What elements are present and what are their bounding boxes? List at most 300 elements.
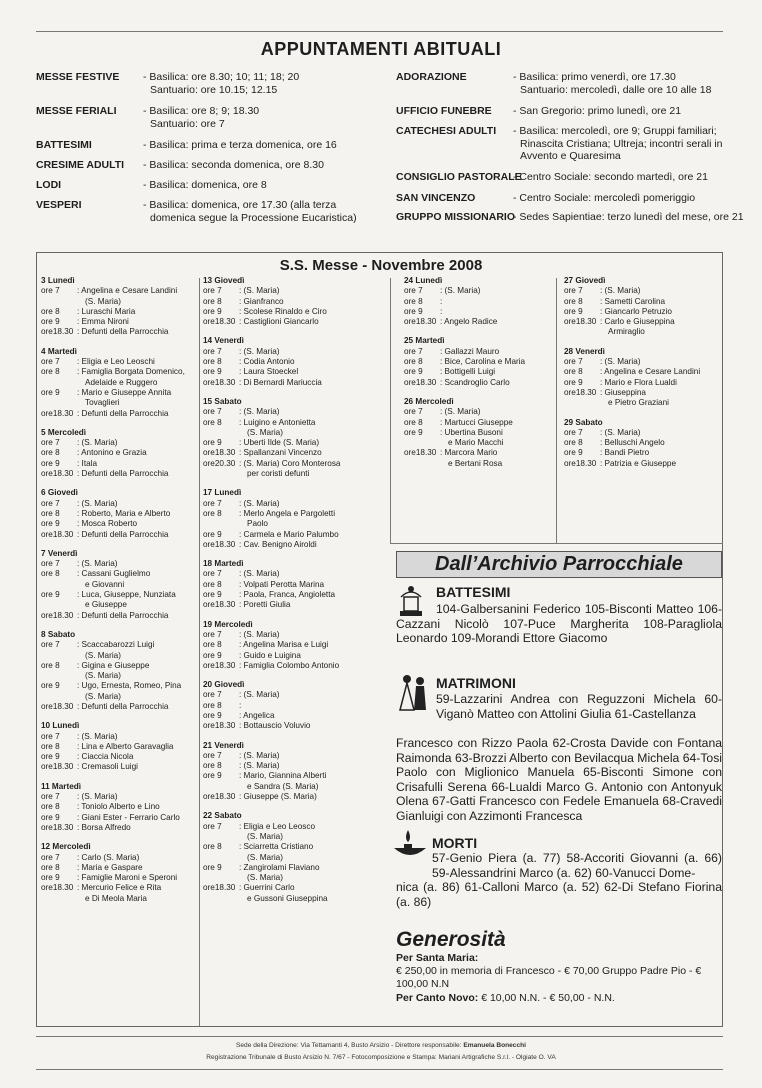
mass-time: ore 7 bbox=[41, 731, 60, 741]
appointment-value: - Basilica: primo venerdì, ore 17.30 bbox=[513, 71, 676, 83]
mass-intention: : (S. Maria) bbox=[239, 286, 280, 296]
mass-day-heading: 26 Mercoledì bbox=[404, 396, 454, 406]
mass-intention: : (S. Maria) bbox=[77, 792, 118, 802]
mass-row bbox=[41, 297, 196, 307]
mass-time: ore18.30 bbox=[404, 448, 437, 458]
mass-time: ore 7 bbox=[203, 629, 222, 639]
mass-day-heading: 17 Lunedì bbox=[203, 488, 242, 498]
mass-intention: : bbox=[239, 700, 242, 710]
footer-line2: Registrazione Tribunale di Busto Arsizio N. 7/67 - Fotocomposizione e Stampa: Mariani Artigrafiche S.r.l. - Olgiate O. VA bbox=[206, 1054, 556, 1061]
mass-time: ore 7 bbox=[404, 407, 423, 417]
mass-time: ore 8 bbox=[203, 417, 222, 427]
mass-row bbox=[203, 448, 383, 458]
mass-intention: (S. Maria) bbox=[247, 852, 283, 862]
mass-intention: : Angelina e Cesare Landini bbox=[600, 367, 701, 377]
mass-time: ore18.30 bbox=[41, 610, 74, 620]
mass-time: ore18.30 bbox=[41, 762, 74, 772]
mass-time: ore 7 bbox=[41, 792, 60, 802]
mass-intention: : Famiglia Colombo Antonio bbox=[239, 660, 340, 670]
mass-row bbox=[404, 378, 554, 388]
mass-row bbox=[203, 853, 383, 863]
mass-intention: e Giuseppe bbox=[85, 600, 127, 610]
mass-intention: : Giuseppe (S. Maria) bbox=[239, 792, 317, 802]
footer-director: Emanuela Bonecchi bbox=[463, 1042, 527, 1049]
mass-day-heading: 7 Venerdì bbox=[41, 548, 78, 558]
mass-day-heading: 4 Martedì bbox=[41, 346, 77, 356]
mass-row bbox=[41, 307, 196, 317]
mass-time: ore 9 bbox=[41, 590, 60, 600]
mass-day bbox=[203, 336, 383, 387]
mass-row bbox=[203, 651, 383, 661]
mass-row bbox=[203, 438, 383, 448]
mass-time: ore18.30 bbox=[41, 883, 74, 893]
mass-intention: (S. Maria) bbox=[247, 831, 283, 841]
mass-time: ore 9 bbox=[41, 387, 60, 397]
mass-day-heading: 5 Mercoledì bbox=[41, 427, 87, 437]
mass-row bbox=[404, 357, 554, 367]
mass-intention: e Mario Macchi bbox=[448, 438, 504, 448]
mass-row bbox=[404, 428, 554, 438]
matrimoni-text-first: 59-Lazzarini Andrea con Reguzzoni Michela 60-Viganò Matteo con Attolini Giulia 61-Castellanza bbox=[436, 692, 722, 721]
morti-heading: MORTI bbox=[432, 835, 478, 851]
masses-column-1 bbox=[41, 276, 196, 904]
mass-time: ore18.30 bbox=[41, 327, 74, 337]
appointment-value: - Centro Sociale: secondo martedì, ore 21 bbox=[513, 171, 708, 183]
mass-intention: : Merlo Angela e Pargoletti bbox=[239, 508, 336, 518]
mass-row bbox=[203, 509, 383, 519]
mass-time: ore 9 bbox=[404, 367, 423, 377]
battesimi-text: 104-Galbersanini Federico 105-Bisconti Matteo 106-Cazzani Nicolò 107-Puce Margherita 108-Paragliola Leonardo 109-Morandi Ettore Giacomo bbox=[396, 602, 722, 646]
mass-time: ore 8 bbox=[203, 761, 222, 771]
mass-row bbox=[41, 590, 196, 600]
mass-row bbox=[41, 752, 196, 762]
mass-row bbox=[203, 761, 383, 771]
mass-row bbox=[203, 378, 383, 388]
mass-intention: : Angelo Radice bbox=[440, 317, 498, 327]
mass-row bbox=[203, 640, 383, 650]
mass-row bbox=[404, 459, 554, 469]
mass-row bbox=[203, 459, 383, 469]
mass-row bbox=[203, 863, 383, 873]
mass-day-heading: 24 Lunedì bbox=[404, 276, 443, 285]
mass-time: ore 7 bbox=[41, 640, 60, 650]
mass-row bbox=[203, 690, 383, 700]
mass-time: ore 8 bbox=[404, 357, 423, 367]
mass-time: ore18.30 bbox=[41, 408, 74, 418]
mass-intention: : (S. Maria) bbox=[77, 498, 118, 508]
mass-row bbox=[41, 580, 196, 590]
mass-row bbox=[203, 317, 383, 327]
mass-intention: : Ugo, Ernesta, Romeo, Pina bbox=[77, 681, 182, 691]
matrimoni-text-rest: Francesco con Rizzo Paola 62-Crosta Davide con Fontana Raimonda 63-Brozzi Alberto con Bevilacqua Michela 64-Tosi Paolo con Miglionico Manuela 65-Bisconti Simone con Crisafulli Serena 66-Lualdi Marco G. Antonio con Antonyuk Olena 67-Gatti Francesco con Fedele Emanuela 68-Cravedi Gianluigi con Azzimonti Francesca bbox=[396, 736, 722, 823]
mass-intention: e Di Meola Maria bbox=[85, 893, 147, 903]
mass-day-heading: 3 Lunedì bbox=[41, 276, 75, 285]
mass-intention: : Angelina e Cesare Landini bbox=[77, 286, 178, 296]
mass-intention: : Ciaccia Nicola bbox=[77, 752, 134, 762]
mass-row bbox=[203, 661, 383, 671]
mass-intention: : Eligia e Leo Leosco bbox=[239, 821, 316, 831]
mass-intention: : (S. Maria) bbox=[77, 559, 118, 569]
mass-day-heading: 25 Martedì bbox=[404, 336, 445, 346]
mass-time: ore 8 bbox=[203, 296, 222, 306]
mass-intention: : Sametti Carolina bbox=[600, 296, 666, 306]
mass-day-heading: 28 Venerdì bbox=[564, 346, 605, 356]
mass-time: ore18.30 bbox=[564, 317, 597, 327]
mass-time: ore 9 bbox=[404, 306, 423, 316]
mass-day-heading: 13 Giovedì bbox=[203, 276, 245, 285]
mass-time: ore 9 bbox=[564, 377, 583, 387]
mass-intention: : Uberti Ilde (S. Maria) bbox=[239, 438, 320, 448]
mass-intention: : Bandi Pietro bbox=[600, 448, 650, 458]
mass-time: ore 9 bbox=[41, 873, 60, 883]
mass-time: ore 8 bbox=[203, 357, 222, 367]
appointment-value: - Basilica: ore 8; 9; 18.30 bbox=[143, 105, 260, 117]
mass-intention: : (S. Maria) bbox=[239, 761, 280, 771]
mass-intention: e Bertani Rosa bbox=[448, 458, 503, 468]
mass-time: ore18.30 bbox=[41, 701, 74, 711]
morti-text-rest: nica (a. 86) 61-Calloni Marco (a. 52) 62-Di Stefano Fiorina (a. 86) bbox=[396, 880, 722, 909]
mass-time: ore 8 bbox=[564, 367, 583, 377]
mass-time: ore 8 bbox=[41, 569, 60, 579]
mass-day bbox=[564, 347, 719, 409]
mass-intention: : Carmela e Mario Palumbo bbox=[239, 529, 339, 539]
mass-intention: : Di Bernardi Mariuccia bbox=[239, 377, 322, 387]
mass-row bbox=[203, 883, 383, 893]
appointment-label: VESPERI bbox=[36, 199, 82, 211]
wedding-couple-icon bbox=[396, 672, 430, 712]
mass-intention: (S. Maria) bbox=[85, 650, 121, 660]
mass-row bbox=[203, 701, 383, 711]
mass-row bbox=[564, 317, 719, 327]
mass-time: ore 7 bbox=[203, 407, 222, 417]
mass-row bbox=[41, 894, 196, 904]
mass-intention: : Scandroglio Carlo bbox=[440, 377, 510, 387]
mass-day bbox=[404, 276, 554, 327]
mass-time: ore18.30 bbox=[203, 377, 236, 387]
mass-time: ore 7 bbox=[564, 357, 583, 367]
mass-intention: e Giovanni bbox=[85, 579, 125, 589]
mass-row bbox=[41, 742, 196, 752]
masses-column-4 bbox=[564, 276, 719, 469]
mass-time: ore 9 bbox=[203, 650, 222, 660]
masses-column-3 bbox=[404, 276, 554, 469]
mass-row bbox=[564, 388, 719, 398]
mass-row bbox=[41, 388, 196, 398]
mass-row bbox=[203, 367, 383, 377]
mass-time: ore 9 bbox=[564, 448, 583, 458]
mass-intention: : Giani Ester - Ferrario Carlo bbox=[77, 812, 180, 822]
appointment-value: - Basilica: seconda domenica, ore 8.30 bbox=[143, 159, 324, 171]
mass-time: ore 8 bbox=[203, 508, 222, 518]
mass-row bbox=[41, 883, 196, 893]
appointment-value: - Basilica: prima e terza domenica, ore 16 bbox=[143, 139, 337, 151]
mass-row bbox=[203, 499, 383, 509]
mass-day bbox=[203, 620, 383, 671]
appointment-label: BATTESIMI bbox=[36, 139, 92, 151]
mass-row bbox=[41, 732, 196, 742]
mass-time: ore20.30 bbox=[203, 458, 236, 468]
mass-row bbox=[41, 398, 196, 408]
footer bbox=[0, 1040, 762, 1064]
appointment-value: Santuario: ore 10.15; 12.15 bbox=[150, 83, 278, 96]
generosity-body bbox=[396, 952, 722, 1005]
mass-intention: : Mercurio Felice e Rita bbox=[77, 883, 162, 893]
mass-day-heading: 29 Sabato bbox=[564, 417, 603, 427]
santa-maria-label: Per Santa Maria: bbox=[396, 952, 479, 964]
mass-intention: e Pietro Graziani bbox=[608, 398, 669, 408]
archive-title: Dall’Archivio Parrocchiale bbox=[396, 551, 722, 578]
mass-row bbox=[41, 762, 196, 772]
mass-row bbox=[41, 367, 196, 377]
appointment-label: UFFICIO FUNEBRE bbox=[396, 105, 492, 117]
mass-time: ore 7 bbox=[41, 438, 60, 448]
mass-row bbox=[41, 499, 196, 509]
mass-intention: : (S. Maria) bbox=[600, 357, 641, 367]
mass-row bbox=[203, 357, 383, 367]
mass-day-heading: 12 Mercoledì bbox=[41, 842, 91, 852]
mass-intention: (S. Maria) bbox=[85, 671, 121, 681]
mass-time: ore 7 bbox=[203, 498, 222, 508]
mass-row bbox=[41, 823, 196, 833]
mass-intention: e Sandra (S. Maria) bbox=[247, 781, 319, 791]
appointment-value: - Basilica: ore 8.30; 10; 11; 18; 20 bbox=[143, 71, 300, 83]
mass-intention: : (S. Maria) bbox=[77, 731, 118, 741]
mass-intention: (S. Maria) bbox=[247, 427, 283, 437]
mass-intention: : Defunti della Parrocchia bbox=[77, 408, 169, 418]
mass-row bbox=[41, 813, 196, 823]
mass-row bbox=[564, 398, 719, 408]
mass-intention: : Lina e Alberto Garavaglia bbox=[77, 741, 174, 751]
mass-day-heading: 18 Martedì bbox=[203, 559, 244, 569]
appointment-value: Santuario: mercoledì, dalle ore 10 alle 18 bbox=[520, 83, 712, 96]
mass-intention: : Paola, Franca, Angioletta bbox=[239, 590, 336, 600]
mass-intention: : Patrizia e Giuseppe bbox=[600, 458, 677, 468]
mass-row bbox=[404, 438, 554, 448]
mass-day bbox=[41, 488, 196, 539]
mass-day bbox=[203, 680, 383, 731]
mass-row bbox=[203, 873, 383, 883]
mass-time: ore 7 bbox=[564, 286, 583, 296]
mass-intention: : (S. Maria) Coro Monterosa bbox=[239, 458, 341, 468]
mass-time: ore18.30 bbox=[564, 387, 597, 397]
mass-intention: (S. Maria) bbox=[85, 691, 121, 701]
mass-intention: : Laura Stoeckel bbox=[239, 367, 299, 377]
mass-intention: : (S. Maria) bbox=[440, 286, 481, 296]
mass-row bbox=[203, 600, 383, 610]
mass-day-heading: 11 Martedì bbox=[41, 781, 82, 791]
mass-time: ore 8 bbox=[41, 660, 60, 670]
mass-day bbox=[404, 397, 554, 469]
appointment-label: MESSE FESTIVE bbox=[36, 71, 120, 83]
mass-time: ore 8 bbox=[41, 367, 60, 377]
mass-intention: : Gallazzi Mauro bbox=[440, 346, 500, 356]
mass-time: ore 9 bbox=[203, 306, 222, 316]
appointment-label: CATECHESI ADULTI bbox=[396, 125, 497, 137]
mass-intention: : Defunti della Parrocchia bbox=[77, 529, 169, 539]
mass-row bbox=[404, 297, 554, 307]
mass-intention: : Itala bbox=[77, 458, 98, 468]
mass-time: ore 9 bbox=[41, 752, 60, 762]
mass-row bbox=[203, 711, 383, 721]
mass-row bbox=[564, 297, 719, 307]
mass-time: ore 7 bbox=[203, 569, 222, 579]
mass-row bbox=[41, 286, 196, 296]
mass-intention: : (S. Maria) bbox=[239, 407, 280, 417]
appointment-value: - San Gregorio: primo lunedì, ore 21 bbox=[513, 105, 682, 117]
mass-time: ore18.30 bbox=[203, 600, 236, 610]
mass-time: ore 8 bbox=[564, 296, 583, 306]
mass-intention: : Gianfranco bbox=[239, 296, 284, 306]
mass-time: ore 8 bbox=[203, 579, 222, 589]
mass-row bbox=[41, 569, 196, 579]
mass-time: ore 7 bbox=[203, 821, 222, 831]
mass-day-heading: 21 Venerdì bbox=[203, 740, 244, 750]
mass-intention: : Spallanzani Vincenzo bbox=[239, 448, 322, 458]
mass-row bbox=[564, 286, 719, 296]
mass-row bbox=[203, 307, 383, 317]
mass-row bbox=[41, 853, 196, 863]
mass-intention: : Luca, Giuseppe, Nunziata bbox=[77, 590, 176, 600]
mass-intention: : bbox=[440, 296, 443, 306]
mass-row bbox=[41, 661, 196, 671]
column-divider bbox=[390, 278, 391, 543]
mass-time: ore 9 bbox=[41, 458, 60, 468]
mass-time: ore 9 bbox=[203, 367, 222, 377]
mass-row bbox=[564, 459, 719, 469]
mass-row bbox=[203, 347, 383, 357]
appointment-value: Santuario: ore 7 bbox=[150, 117, 225, 130]
mass-row bbox=[41, 681, 196, 691]
mass-row bbox=[564, 438, 719, 448]
mass-row bbox=[203, 286, 383, 296]
mass-time: ore18.30 bbox=[41, 529, 74, 539]
mass-time: ore 9 bbox=[41, 812, 60, 822]
mass-time: ore18.30 bbox=[41, 822, 74, 832]
mass-intention: : Zangirolami Flaviano bbox=[239, 862, 320, 872]
mass-row bbox=[41, 863, 196, 873]
mass-time: ore18.30 bbox=[404, 317, 437, 327]
mass-row bbox=[41, 530, 196, 540]
mass-intention: : Roberto, Maria e Alberto bbox=[77, 508, 171, 518]
mass-intention: : Defunti della Parrocchia bbox=[77, 327, 169, 337]
mass-time: ore 8 bbox=[41, 508, 60, 518]
appointment-label: CONSIGLIO PASTORALE bbox=[396, 171, 522, 183]
appointment-value: Avvento e Quaresima bbox=[520, 150, 621, 162]
masses-title: S.S. Messe - Novembre 2008 bbox=[279, 257, 483, 274]
mass-row bbox=[203, 782, 383, 792]
mass-time: ore 8 bbox=[404, 296, 423, 306]
mass-intention: : Bottigelli Luigi bbox=[440, 367, 496, 377]
appointment-value: - Centro Sociale: mercoledì pomeriggio bbox=[513, 192, 696, 204]
mass-intention: : Giancarlo Petruzio bbox=[600, 306, 672, 316]
mass-intention: : Defunti della Parrocchia bbox=[77, 701, 169, 711]
mass-day-heading: 14 Venerdì bbox=[203, 336, 244, 346]
appointment-label: CRESIME ADULTI bbox=[36, 159, 125, 171]
mass-row bbox=[564, 367, 719, 377]
mass-row bbox=[203, 721, 383, 731]
appointment-label: MESSE FERIALI bbox=[36, 105, 117, 117]
column-divider bbox=[199, 278, 200, 1026]
mass-intention: : Angelica bbox=[239, 710, 275, 720]
mass-intention: : Giuseppina bbox=[600, 387, 646, 397]
mass-intention: : Marcora Mario bbox=[440, 448, 498, 458]
mass-row bbox=[564, 307, 719, 317]
mass-day bbox=[41, 276, 196, 338]
mass-time: ore 7 bbox=[203, 286, 222, 296]
mass-row bbox=[41, 357, 196, 367]
mass-intention: (S. Maria) bbox=[85, 296, 121, 306]
masses-column-2 bbox=[203, 276, 383, 904]
mass-row bbox=[203, 832, 383, 842]
mass-day bbox=[41, 428, 196, 479]
mass-day bbox=[203, 741, 383, 803]
mass-intention: : (S. Maria) bbox=[600, 427, 641, 437]
mass-intention: : Castiglioni Giancarlo bbox=[239, 317, 319, 327]
mass-time: ore 9 bbox=[203, 710, 222, 720]
mass-row bbox=[564, 357, 719, 367]
mass-time: ore 7 bbox=[41, 559, 60, 569]
mass-intention: : Mario, Giannina Alberti bbox=[239, 771, 327, 781]
mass-intention: : Luigino e Antonietta bbox=[239, 417, 316, 427]
mass-intention: : Volpati Perotta Marina bbox=[239, 579, 325, 589]
mass-intention: : Defunti della Parrocchia bbox=[77, 610, 169, 620]
mass-row bbox=[404, 448, 554, 458]
mass-row bbox=[404, 317, 554, 327]
mass-row bbox=[41, 559, 196, 569]
mass-day bbox=[41, 842, 196, 904]
mass-intention: Adelaide e Ruggero bbox=[85, 377, 158, 387]
mass-time: ore 9 bbox=[41, 519, 60, 529]
mass-time: ore 8 bbox=[203, 700, 222, 710]
mass-row bbox=[41, 519, 196, 529]
mass-row bbox=[41, 702, 196, 712]
mass-intention: : Cassani Guglielmo bbox=[77, 569, 151, 579]
mass-row bbox=[404, 367, 554, 377]
mass-intention: : Angelina Marisa e Luigi bbox=[239, 640, 329, 650]
mass-intention: : (S. Maria) bbox=[77, 438, 118, 448]
mass-time: ore 7 bbox=[404, 286, 423, 296]
morti-text-first: 57-Genio Piera (a. 77) 58-Accoriti Giovanni (a. 66) 59-Alessandrini Marco (a. 62) 60-Vanucci Dome- bbox=[432, 851, 722, 880]
mass-row bbox=[404, 286, 554, 296]
mass-time: ore 7 bbox=[41, 498, 60, 508]
mass-row bbox=[203, 822, 383, 832]
mass-time: ore 7 bbox=[564, 427, 583, 437]
mass-row bbox=[203, 792, 383, 802]
mass-intention: : Toniolo Alberto e Lino bbox=[77, 802, 160, 812]
mass-row bbox=[41, 409, 196, 419]
mass-time: ore 7 bbox=[203, 750, 222, 760]
mass-row bbox=[203, 894, 383, 904]
mass-intention: : Mario e Giuseppe Annita bbox=[77, 387, 172, 397]
mass-intention: Armiraglio bbox=[608, 327, 645, 337]
mass-row bbox=[203, 580, 383, 590]
mass-row bbox=[41, 600, 196, 610]
mass-time: ore 7 bbox=[41, 357, 60, 367]
mass-row bbox=[41, 873, 196, 883]
mass-intention: : (S. Maria) bbox=[239, 690, 280, 700]
appointment-value: - Basilica: mercoledì, ore 9; Gruppi familiari; bbox=[513, 125, 717, 137]
mass-day-heading: 15 Sabato bbox=[203, 396, 242, 406]
mass-intention: : Mario e Flora Lualdi bbox=[600, 377, 677, 387]
mass-time: ore18.30 bbox=[203, 317, 236, 327]
mass-row bbox=[564, 428, 719, 438]
mass-intention: : (S. Maria) bbox=[239, 346, 280, 356]
mass-time: ore18.30 bbox=[203, 660, 236, 670]
santa-maria-text: € 250,00 in memoria di Francesco - € 70,00 Gruppo Padre Pio - € 100,00 N.N bbox=[396, 965, 702, 991]
mass-row bbox=[41, 671, 196, 681]
mass-time: ore18.30 bbox=[564, 458, 597, 468]
mass-day bbox=[404, 336, 554, 387]
